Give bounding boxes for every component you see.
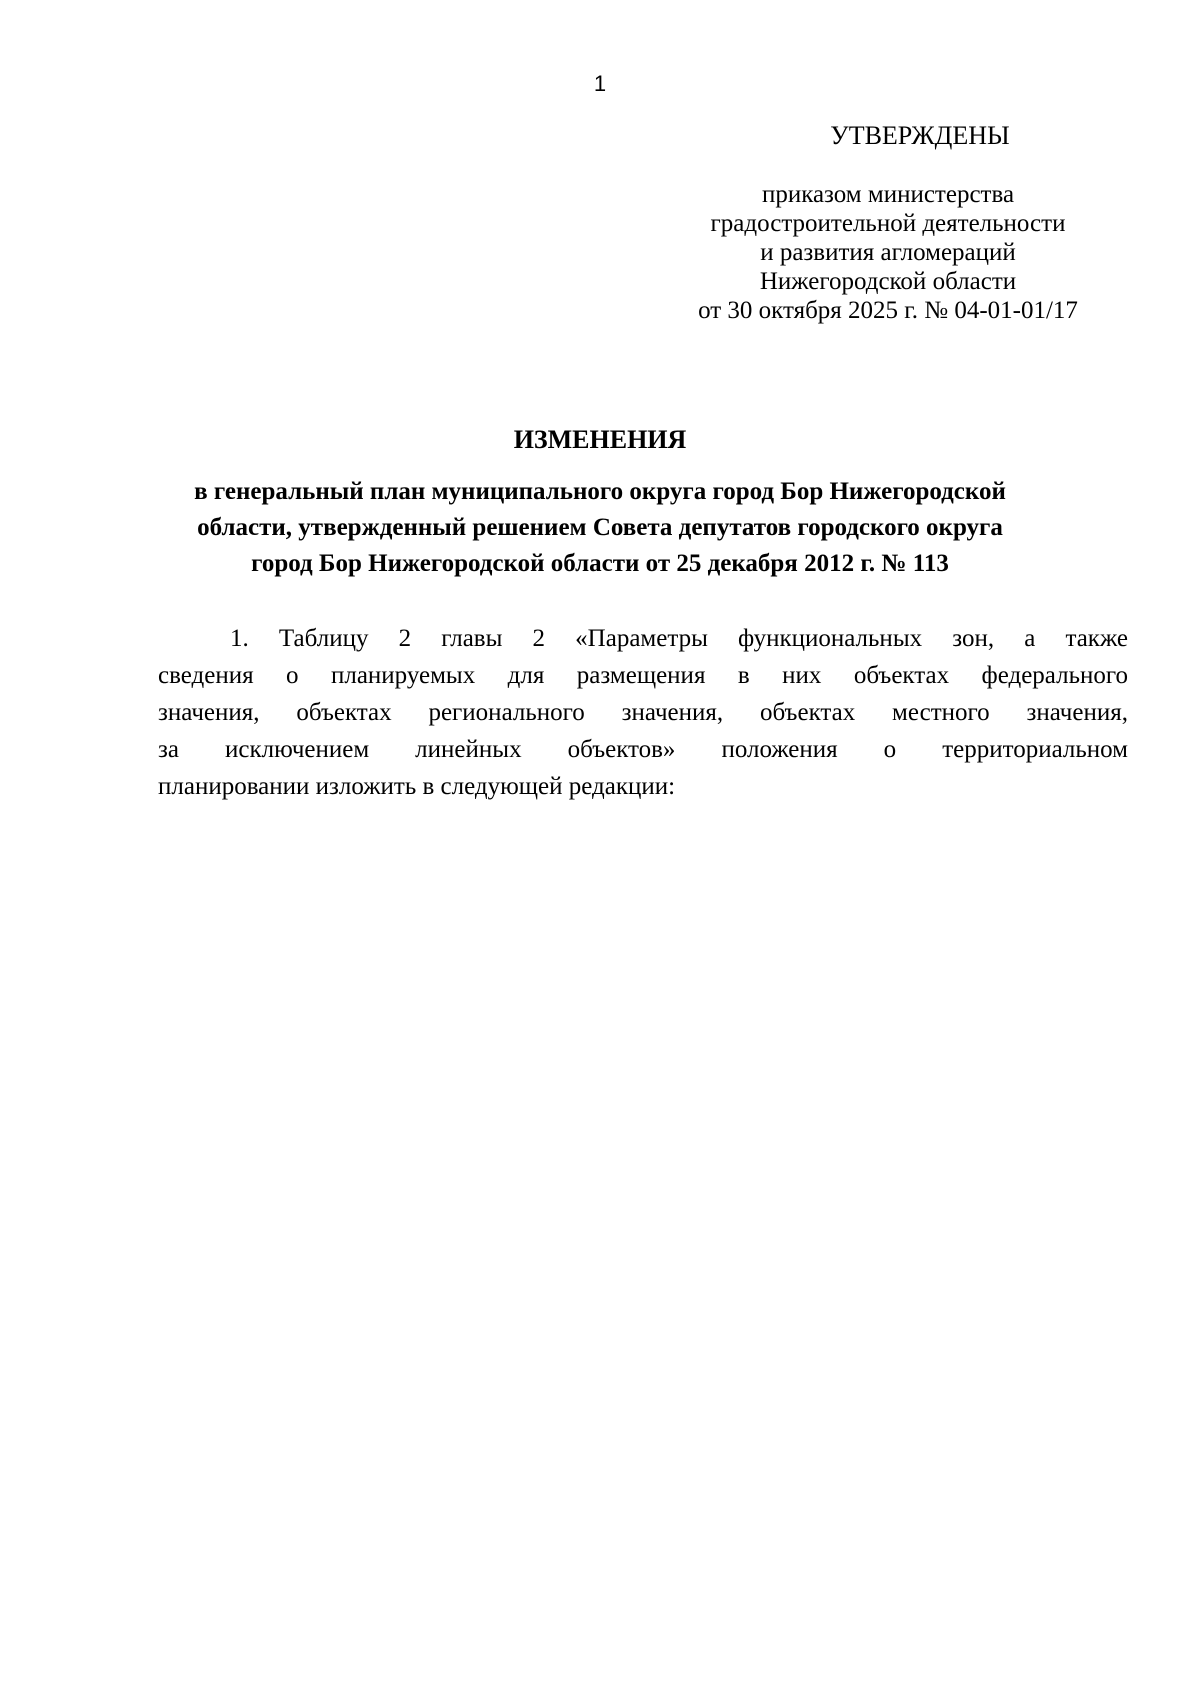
approval-line: градостроительной деятельности	[710, 210, 1066, 237]
paragraph-line: за исключением линейных объектов» положения о территориальном	[158, 736, 1128, 763]
page-number: 1	[593, 71, 607, 96]
paragraph-line: планировании изложить в следующей редакции:	[158, 773, 676, 800]
approval-line: от 30 октября 2025 г. № 04-01-01/17	[698, 297, 1078, 324]
paragraph-line: значения, объектах регионального значения, объектах местного значения,	[158, 699, 1128, 726]
paragraph-line: сведения о планируемых для размещения в них объектах федерального	[158, 662, 1128, 689]
subtitle-line: области, утвержденный решением Совета депутатов городского округа	[197, 514, 1003, 541]
document-title: ИЗМЕНЕНИЯ	[513, 425, 687, 454]
subtitle-line: в генеральный план муниципального округа город Бор Нижегородской	[194, 478, 1006, 505]
approval-heading: УТВЕРЖДЕНЫ	[830, 121, 1010, 150]
approval-block	[658, 180, 1118, 325]
approval-line: и развития агломераций	[760, 239, 1016, 266]
document-subtitle	[140, 474, 1060, 582]
body-paragraph	[158, 620, 1128, 805]
subtitle-line: город Бор Нижегородской области от 25 декабря 2012 г. № 113	[251, 550, 949, 577]
approval-line: Нижегородской области	[759, 268, 1017, 295]
paragraph-line: 1. Таблицу 2 главы 2 «Параметры функциональных зон, а также	[230, 625, 1128, 652]
approval-line: приказом министерства	[761, 181, 1015, 208]
